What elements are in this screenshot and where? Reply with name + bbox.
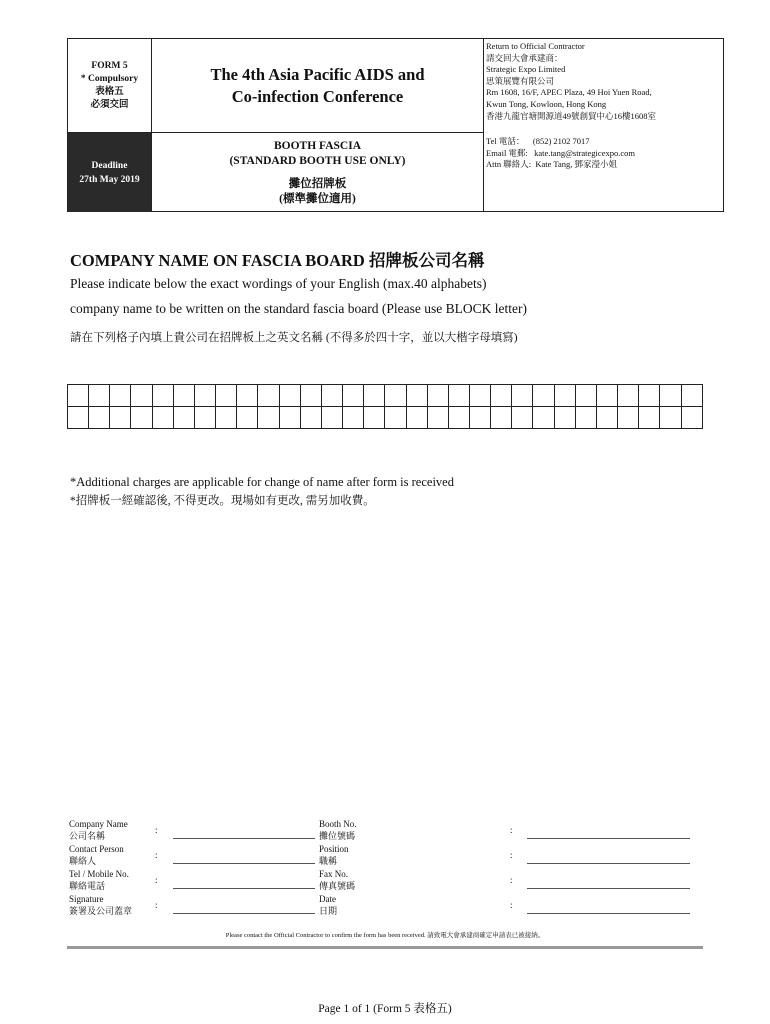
colon: : [155, 850, 158, 860]
letter-box[interactable] [491, 407, 512, 429]
letter-box[interactable] [512, 407, 533, 429]
deadline-label: Deadline [91, 160, 128, 171]
conference-title [152, 39, 483, 132]
address-line: 香港九龍官塘開源道49號創貿中心16樓1608室 [486, 110, 657, 121]
contractor-address [486, 41, 722, 122]
colon: : [155, 900, 158, 910]
letter-box[interactable] [343, 385, 364, 407]
contractor-contact [486, 136, 722, 171]
colon: : [510, 850, 513, 860]
letter-grid [67, 384, 703, 429]
letter-box[interactable] [152, 407, 173, 429]
letter-box[interactable] [406, 385, 427, 407]
letter-box[interactable] [131, 385, 152, 407]
divider [483, 39, 484, 211]
deadline-date: 27th May 2019 [79, 174, 140, 185]
signature-label: Signature 簽署及公司蓋章 [69, 894, 133, 917]
letter-box[interactable] [469, 407, 490, 429]
colon: : [155, 875, 158, 885]
letter-box[interactable] [89, 385, 110, 407]
letter-box[interactable] [68, 385, 89, 407]
contact-person-field[interactable] [173, 863, 315, 864]
address-line: Return to Official Contractor [486, 41, 585, 51]
additional-charges-note: *Additional charges are applicable for change of name after form is received [70, 475, 454, 489]
footer-rule [67, 946, 703, 949]
tel-line: Tel 電話： (852) 2102 7017 [486, 136, 590, 146]
address-line: 思策展覽有限公司 [486, 75, 555, 86]
letter-box[interactable] [639, 385, 660, 407]
letter-box[interactable] [512, 385, 533, 407]
letter-box[interactable] [279, 385, 300, 407]
grid-row [68, 407, 703, 429]
address-line: Rm 1608, 16/F, APEC Plaza, 49 Hoi Yuen Road, [486, 87, 652, 98]
company-name-label: Company Name 公司名稱 [69, 819, 128, 842]
letter-box[interactable] [321, 407, 342, 429]
letter-box[interactable] [596, 385, 617, 407]
booth-title-zh: 攤位招牌板 [288, 177, 347, 190]
letter-box[interactable] [681, 407, 702, 429]
letter-box[interactable] [554, 385, 575, 407]
instruction-line-1: Please indicate below the exact wordings of your English (max.40 alphabets) [70, 276, 487, 291]
booth-no-field[interactable] [527, 838, 690, 839]
conference-title-line2: Co-infection Conference [231, 86, 404, 106]
letter-box[interactable] [660, 385, 681, 407]
instruction-zh: 請在下列格子內填上貴公司在招牌板上之英文名稱 (不得多於四十字，並以大楷字母填寫) [70, 332, 518, 344]
page-number: Page 1 of 1 (Form 5 表格五) [318, 1003, 452, 1015]
letter-box[interactable] [618, 407, 639, 429]
fax-no-label: Fax No. 傳真號碼 [319, 869, 356, 892]
letter-box[interactable] [681, 385, 702, 407]
letter-box[interactable] [300, 385, 321, 407]
email-line: Email 電郵: kate.tang@strategicexpo.com [486, 147, 635, 158]
date-label: Date 日期 [319, 894, 338, 917]
letter-box[interactable] [237, 385, 258, 407]
letter-box[interactable] [194, 385, 215, 407]
letter-box[interactable] [68, 407, 89, 429]
form-number-cell [68, 39, 151, 132]
deadline-cell [68, 133, 151, 212]
booth-no-label: Booth No. 攤位號碼 [319, 819, 357, 842]
letter-box[interactable] [279, 407, 300, 429]
position-field[interactable] [527, 863, 690, 864]
letter-box[interactable] [385, 407, 406, 429]
letter-box[interactable] [194, 407, 215, 429]
letter-box[interactable] [448, 385, 469, 407]
letter-box[interactable] [469, 385, 490, 407]
compulsory-label: * Compulsory [80, 73, 139, 84]
letter-box[interactable] [639, 407, 660, 429]
letter-box[interactable] [237, 407, 258, 429]
letter-box[interactable] [533, 407, 554, 429]
colon: : [510, 825, 513, 835]
letter-box[interactable] [660, 407, 681, 429]
grid-row [68, 385, 703, 407]
form-number-zh: 表格五 [95, 86, 124, 97]
letter-box[interactable] [173, 385, 194, 407]
letter-box[interactable] [343, 407, 364, 429]
letter-box[interactable] [300, 407, 321, 429]
tel-mobile-label: Tel / Mobile No. 聯絡電話 [69, 869, 129, 892]
letter-box[interactable] [554, 407, 575, 429]
letter-box[interactable] [533, 385, 554, 407]
header-table [67, 38, 724, 212]
letter-box[interactable] [110, 407, 131, 429]
additional-charges-note-zh: *招牌板一經確認後, 不得更改。現場如有更改, 需另加收費。 [70, 495, 375, 507]
booth-subtitle: (STANDARD BOOTH USE ONLY) [229, 154, 406, 167]
address-line: 請交回大會承建商： [486, 52, 563, 63]
letter-box[interactable] [385, 385, 406, 407]
fax-no-field[interactable] [527, 888, 690, 889]
form-number: FORM 5 [91, 60, 128, 71]
letter-box[interactable] [216, 407, 237, 429]
attn-line: Attn 聯絡人: Kate Tang, 鄧家瀅小姐 [486, 159, 617, 170]
letter-box[interactable] [491, 385, 512, 407]
letter-box[interactable] [321, 385, 342, 407]
letter-box[interactable] [364, 407, 385, 429]
letter-box[interactable] [596, 407, 617, 429]
colon: : [155, 825, 158, 835]
date-field[interactable] [527, 913, 690, 914]
address-line: Kwun Tong, Kowloon, Hong Kong [486, 98, 607, 109]
letter-box[interactable] [258, 407, 279, 429]
letter-box[interactable] [173, 407, 194, 429]
letter-box[interactable] [618, 385, 639, 407]
letter-box[interactable] [448, 407, 469, 429]
letter-box[interactable] [364, 385, 385, 407]
letter-box[interactable] [131, 407, 152, 429]
letter-box[interactable] [110, 385, 131, 407]
letter-box[interactable] [575, 385, 596, 407]
address-line: Strategic Expo Limited [486, 64, 566, 75]
letter-box[interactable] [152, 385, 173, 407]
booth-fascia-cell [152, 133, 483, 212]
letter-box[interactable] [89, 407, 110, 429]
tel-mobile-field[interactable] [173, 888, 315, 889]
letter-box[interactable] [406, 407, 427, 429]
colon: : [510, 900, 513, 910]
position-label: Position 職稱 [319, 844, 349, 867]
compulsory-label-zh: 必須交回 [90, 99, 129, 110]
letter-box[interactable] [575, 407, 596, 429]
colon: : [510, 875, 513, 885]
contact-person-label: Contact Person 聯絡人 [69, 844, 124, 867]
company-name-field[interactable] [173, 838, 315, 839]
section-heading: COMPANY NAME ON FASCIA BOARD 招牌板公司名稱 [70, 251, 485, 270]
letter-box[interactable] [427, 385, 448, 407]
signature-field[interactable] [173, 913, 315, 914]
letter-box[interactable] [258, 385, 279, 407]
confirmation-note: Please contact the Official Contractor to confirm the form has been received. 請致電大會承建商確定申請表已被接納。 [225, 932, 545, 939]
instruction-line-2: company name to be written on the standard fascia board (Please use BLOCK letter) [70, 301, 527, 316]
letter-box[interactable] [427, 407, 448, 429]
conference-title-line1: The 4th Asia Pacific AIDS and [210, 64, 425, 84]
booth-subtitle-zh: (標準攤位適用) [279, 192, 356, 205]
letter-box[interactable] [216, 385, 237, 407]
booth-title: BOOTH FASCIA [273, 139, 361, 152]
